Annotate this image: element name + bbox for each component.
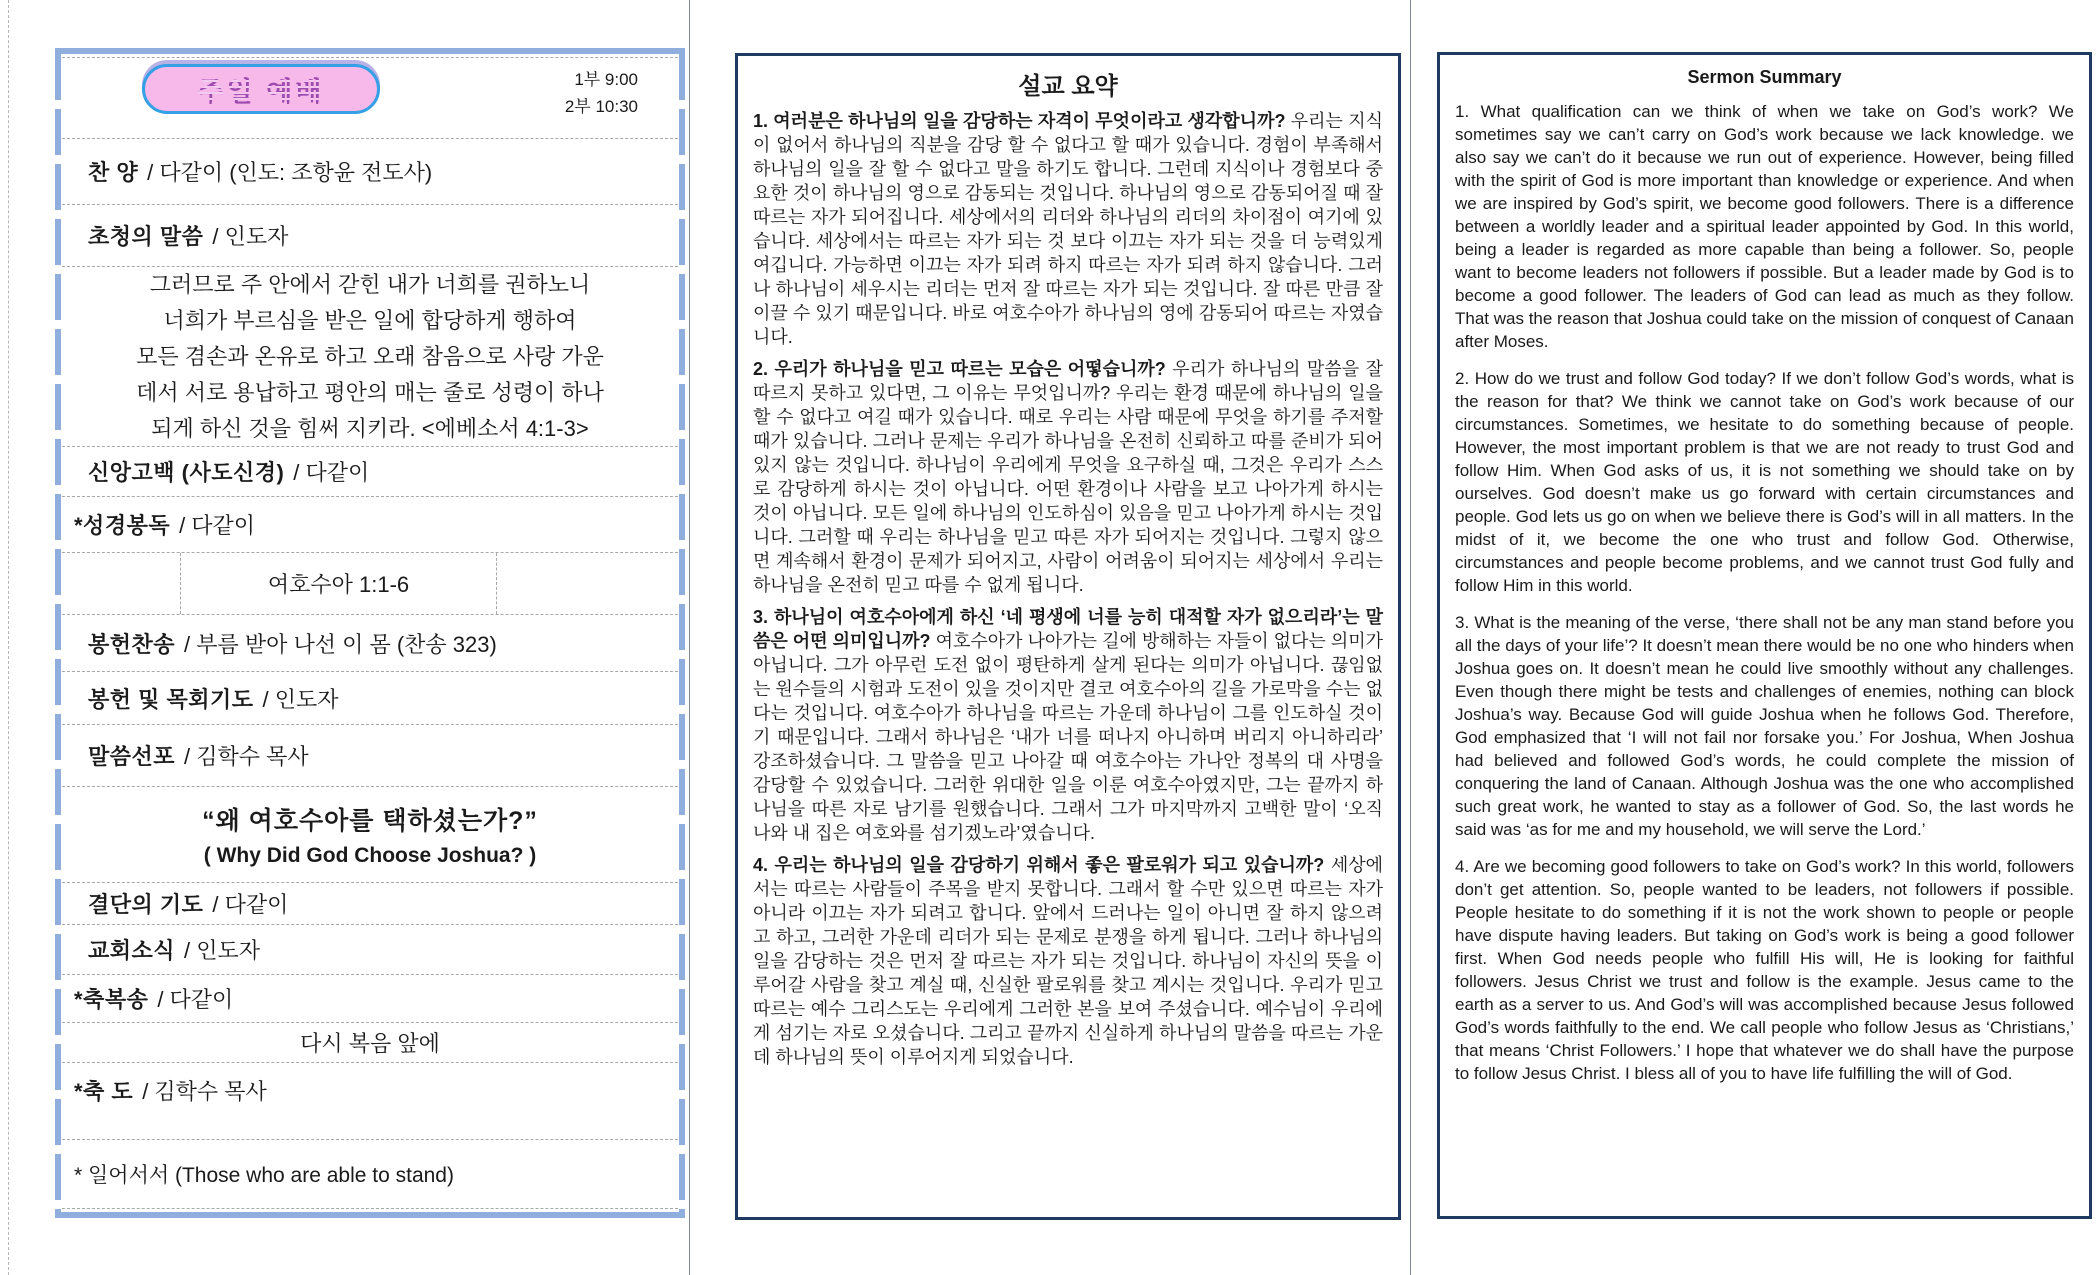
bulletin-header-row xyxy=(62,57,678,139)
row-commitment-prayer xyxy=(62,883,678,925)
invitation-passage xyxy=(62,267,678,447)
row-announcements-label: 교회소식 xyxy=(88,938,176,963)
row-announcements-value: / 인도자 xyxy=(184,938,260,963)
table-border-right xyxy=(679,54,685,1212)
korean-paragraph-4-body: 세상에서는 따르는 사람들이 주목을 받지 못합니다. 그래서 할 수만 있으면 따르는 자가 아니라 이끄는 자가 되려고 합니다. 앞에서 드러나는 일이 아니면 잘 하지 않으려고 하고, 그러한 가운데 리더가 되는 문제로 분쟁을 하게 됩니다. 그러나 하나님의 일을 감당하는 것은 먼저 잘 따르는 자가 되는 것입니다. 하나님이 자신의 뜻을 이루어갈 사람을 찾고 계실 때, 신실한 팔로워를 찾고 계시는 것입니다. 우리가 믿고 따르는 예수 그리스도는 우리에게 그러한 본을 보여 주셨습니다. 예수님이 우리에게 섬기는 자로 오셨습니다. 그리고 끝까지 신실하게 하나님의 말씀을 따르는 가운데 하나님의 뜻이 이루어지게 되었습니다. xyxy=(753,855,1383,1067)
sermon-title-english: ( Why Did God Choose Joshua? ) xyxy=(203,844,537,867)
english-paragraph-4: 4. Are we becoming good followers to take on God’s work? In this world, followers don’t get attention. So, people wanted to be leaders, not followers if possible. People hesitate to do something if it is not the work shown to people or people have dispute having leaders. But taking on God’s work is being a good follower first. When God needs people who fulfill His will, He is looking for faithful followers. Jesus Christ we trust and follow is the example. Jesus came to the earth as a server to us. And God’s will was accomplished because Jesus followed God’s words faithfully to the end. We call people who follow Jesus as ‘Christians,’ that means ‘Christ Followers.’ I hope that whatever we do shall have the purpose to follow Jesus Christ. I bless all of you to have life fulfilling the will of God. xyxy=(1455,857,2074,1083)
english-paragraph-1: 1. What qualification can we think of when we take on God’s work? We sometimes say we can’t carry on God’s work because we lack knowledge. we also say we can’t do it because we run out of experience. However, being filled with the spirit of God is more important than knowledge or experience. And when we are inspired by God’s spirit, we become good followers. There is a difference between a worldly leader and a spiritual leader appointed by God. In this world, being a leader is regarded as more capable than being a follower. So, people want to become leaders not followers if possible. But a leader made by God is to become a good follower. The leaders of God can lead as much as they follow. That was the reason that Joshua could take on the mission of conquest of Canaan after Moses. xyxy=(1455,102,2074,351)
korean-paragraph-1-question: 1. 여러분은 하나님의 일을 감당하는 자격이 무엇이라고 생각합니까? xyxy=(753,111,1286,131)
korean-paragraph-4 xyxy=(753,853,1383,1069)
service-time-second: 2부 10:30 xyxy=(564,97,638,116)
blessing-song-title: 다시 복음 앞에 xyxy=(62,1023,678,1063)
row-scripture-reading-value: / 다같이 xyxy=(179,513,256,538)
row-sermon-label: 말씀선포 xyxy=(88,744,176,769)
row-creed-value: / 다같이 xyxy=(293,460,370,485)
row-blessing-song-value: / 다같이 xyxy=(157,987,234,1012)
english-paragraph-2: 2. How do we trust and follow God today? If we don’t follow God’s words, what is the reason for that? We think we cannot take on God’s work because of our circumstances. Sometimes, we hesitate to do something because of people. However, the most important problem is that we are not ready to trust God and follow Him. When God asks of us, it is not something we should take on by ourselves. God doesn’t make us go forward with certain circumstances and people. God lets us go on when we believe there is God’s will in all matters. In the midst of it, we become the one who trust and follow God. Otherwise, circumstances and people become problems, and we cannot trust God fully and follow Him in this world. xyxy=(1455,369,2074,595)
page-fold-line-1 xyxy=(689,0,690,1275)
korean-paragraph-3 xyxy=(753,605,1383,845)
worship-order-panel xyxy=(55,48,685,1218)
worship-title-badge xyxy=(142,64,380,114)
sermon-title-korean: “왜 여호수아를 택하셨는가?” xyxy=(202,807,538,835)
row-scripture-ref xyxy=(62,553,678,615)
sermon-summary-korean-panel xyxy=(735,53,1401,1220)
passage-line-2: 너희가 부르심을 받은 일에 합당하게 행하여 xyxy=(163,307,577,333)
row-offering-prayer-label: 봉헌 및 목회기도 xyxy=(88,686,254,712)
row-sermon-value: / 김학수 목사 xyxy=(184,744,309,769)
row-creed xyxy=(62,447,678,497)
worship-title: 주일 예배 xyxy=(198,70,325,109)
row-offering-prayer xyxy=(62,672,678,725)
page-margin-guide xyxy=(8,0,9,1275)
service-time-first: 1부 9:00 xyxy=(574,70,638,89)
korean-paragraph-3-body: 여호수아가 나아가는 길에 방해하는 자들이 없다는 의미가 아닙니다. 그가 아무런 도전 없이 평탄하게 살게 된다는 의미가 아닙니다. 끊임없는 원수들의 시험과 도전이 있을 것이지만 결코 여호수아의 길을 가로막을 수는 없다는 것입니다. 여호수아가 하나님을 따르는 가운데 하나님이 그를 인도하실 것이기 때문입니다. 그래서 하나님은 ‘내가 너를 떠나지 아니하며 버리지 아니하리라’ 강조하셨습니다. 그 말씀을 믿고 나아갈 때 여호수아는 가나안 정복의 대 사명을 감당할 수 있었습니다. 그러한 위대한 일을 이룬 여호수아였지만, 그는 끝까지 하나님을 따른 자로 남기를 원했습니다. 그래서 그가 마지막까지 고백한 말이 ‘오직 나와 내 집은 여호와를 섬기겠노라’였습니다. xyxy=(753,631,1383,843)
row-commitment-prayer-value: / 다같이 xyxy=(212,892,289,917)
page-fold-line-2 xyxy=(1410,0,1411,1275)
standing-note: * 일어서서 (Those who are able to stand) xyxy=(62,1140,678,1209)
row-commitment-prayer-label: 결단의 기도 xyxy=(88,892,204,917)
korean-paragraph-1 xyxy=(753,109,1383,349)
row-offering-prayer-value: / 인도자 xyxy=(262,686,339,712)
row-sermon xyxy=(62,725,678,787)
row-praise xyxy=(62,139,678,205)
sermon-summary-korean-title: 설교 요약 xyxy=(1018,73,1118,100)
row-invitation xyxy=(62,205,678,267)
korean-paragraph-1-body: 우리는 지식이 없어서 하나님의 직분을 감당 할 수 없다고 할 때가 있습니다. 경험이 부족해서 하나님의 일을 잘 할 수 없다고 말을 하기도 합니다. 그런데 지식이나 경험보다 중요한 것이 하나님의 영으로 감동되는 것입니다. 하나님의 영으로 감동되어질 때 잘 따르는 자가 되어집니다. 세상에서의 리더와 하나님의 리더의 차이점이 여기에 있습니다. 세상에서는 따르는 자가 되는 것 보다 이끄는 자가 되는 것을 더 능력있게 여깁니다. 가능하면 이끄는 자가 되려 하지 따르는 자가 되려 하지 않습니다. 그러나 하나님이 세우시는 리더는 먼저 잘 따르는 자가 되는 것입니다. 잘 따른 만큼 잘 이끌 수 있기 때문입니다. 바로 여호수아가 하나님의 영에 감동되어 따르는 자였습니다. xyxy=(753,111,1383,347)
row-offering-hymn-label: 봉헌찬송 xyxy=(88,631,176,657)
row-praise-value: / 다같이 (인도: 조항윤 전도사) xyxy=(147,160,433,185)
row-scripture-reading-label: *성경봉독 xyxy=(74,513,171,538)
row-invitation-label: 초청의 말씀 xyxy=(88,224,204,249)
sermon-title-block xyxy=(62,787,678,883)
scripture-reference: 여호수아 1:1-6 xyxy=(180,553,497,614)
row-creed-label: 신앙고백 (사도신경) xyxy=(88,460,285,485)
service-times xyxy=(565,66,638,120)
korean-paragraph-2-question: 2. 우리가 하나님을 믿고 따르는 모습은 어떻습니까? xyxy=(753,359,1166,379)
passage-line-3: 모든 겸손과 온유로 하고 오래 참음으로 사랑 가운 xyxy=(136,343,604,369)
passage-line-4: 데서 서로 용납하고 평안의 매는 줄로 성령이 하나 xyxy=(136,379,604,405)
row-benediction xyxy=(62,1063,678,1140)
row-scripture-reading xyxy=(62,497,678,553)
korean-paragraph-2 xyxy=(753,357,1383,597)
english-paragraph-3: 3. What is the meaning of the verse, ‘there shall not be any man stand before you all the days of your life’? It doesn’t mean there would be no one who hinders when Joshua goes on. It doesn’t mean he could live smoothly without any challenges. Even though there might be tests and challenges of enemies, nothing can block Joshua’s way. Because God will guide Joshua when he follows God. Therefore, God emphasized that ‘I will not fail nor forsake you.’ For Joshua, When Joshua had believed and followed God’s words, he could complete the mission of conquering the land of Canaan. Although Joshua was the one who accomplished such great work, he wanted to stay as a follower of God. So, the last words he said was ‘as for me and my household, we will serve the Lord.’ xyxy=(1455,613,2074,839)
sermon-summary-english-panel xyxy=(1437,52,2092,1219)
row-offering-hymn-value: / 부름 받아 나선 이 몸 (찬송 323) xyxy=(184,631,497,657)
row-announcements xyxy=(62,925,678,975)
table-border-left xyxy=(55,54,61,1212)
passage-line-5: 되게 하신 것을 힘써 지키라. <에베소서 4:1-3> xyxy=(151,415,589,441)
korean-paragraph-2-body: 우리가 하나님의 말씀을 잘 따르지 못하고 있다면, 그 이유는 무엇입니까? 우리는 환경 때문에 하나님의 일을 할 수 없다고 여길 때가 있습니다. 때로 우리는 사람 때문에 무엇을 하기를 주저할 때가 있습니다. 그러나 문제는 우리가 하나님을 온전히 신뢰하고 따를 준비가 되어 있지 않는 것입니다. 하나님이 우리에게 무엇을 요구하실 때, 그것은 우리가 스스로 감당하게 하시는 것이 아닙니다. 어떤 환경이나 사람을 보고 나아가게 하시는 것이 아닙니다. 모든 일에 하나님의 인도하심이 있음을 믿고 나아가게 하시는 것입니다. 그러할 때 우리는 하나님을 믿고 따른 자가 되어지는 것입니다. 그렇지 않으면 계속해서 환경이 문제가 되어지고, 사람이 어려움이 되어지는 세상에서 우리는 하나님을 온전히 믿고 따를 수 없게 됩니다. xyxy=(753,359,1383,595)
row-benediction-label: *축 도 xyxy=(74,1079,134,1104)
row-benediction-value: / 김학수 목사 xyxy=(142,1079,267,1104)
row-blessing-song-label: *축복송 xyxy=(74,987,149,1012)
korean-paragraph-3-question: 3. 하나님이 여호수아에게 하신 ‘네 평생에 너를 능히 대적할 자가 없으리라’는 말씀은 어떤 의미입니까? xyxy=(753,607,1383,651)
passage-line-1: 그러므로 주 안에서 갇힌 내가 너희를 권하노니 xyxy=(149,271,591,297)
row-blessing-song xyxy=(62,975,678,1023)
worship-order-rows xyxy=(62,57,678,1209)
sermon-summary-english-title: Sermon Summary xyxy=(1687,67,1842,87)
row-invitation-value: / 인도자 xyxy=(212,224,289,249)
row-offering-hymn xyxy=(62,615,678,672)
korean-paragraph-4-question: 4. 우리는 하나님의 일을 감당하기 위해서 좋은 팔로워가 되고 있습니까? xyxy=(753,855,1325,875)
row-praise-label: 찬 양 xyxy=(88,160,139,185)
